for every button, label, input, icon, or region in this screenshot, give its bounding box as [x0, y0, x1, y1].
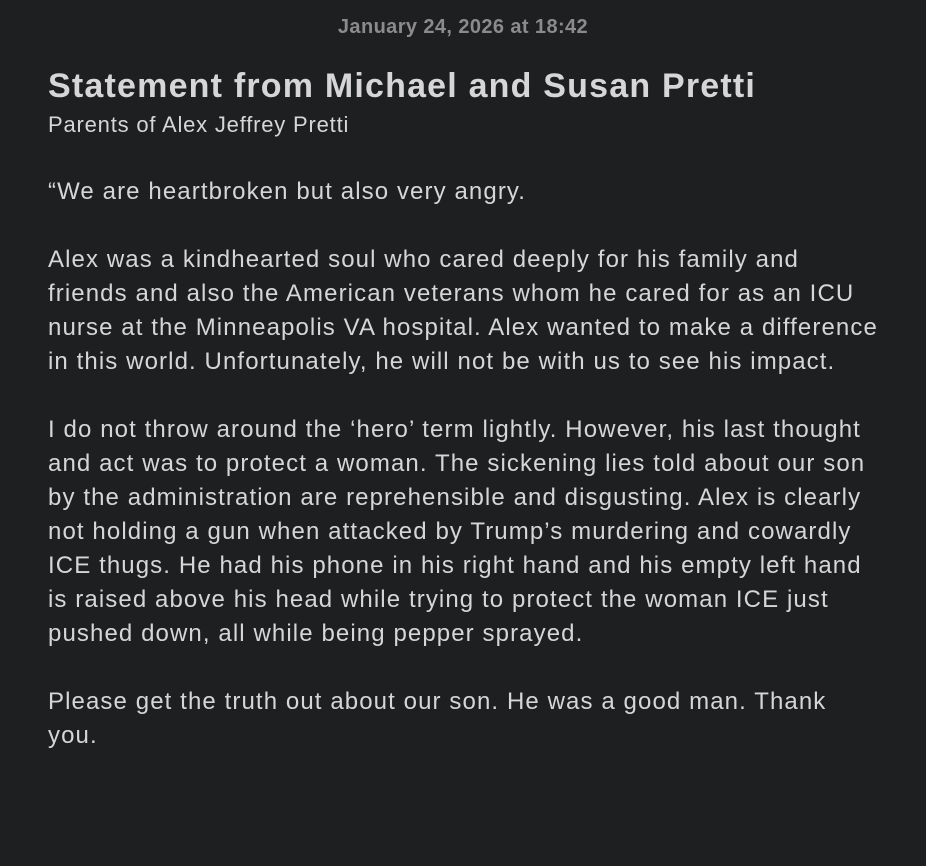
statement-paragraph: Alex was a kindhearted soul who cared deeply for his family and friends and also the American veterans whom he cared for as an ICU nurse at the Minneapolis VA hospital. Alex wanted to make a difference in this world. Unfortunately, he will not be with us to see his impact.	[48, 246, 878, 375]
statement-paragraph: I do not throw around the ‘hero’ term lightly. However, his last thought and act was to protect a woman. The sickening lies told about our son by the administration are reprehensible and disgusting. Alex is clearly not holding a gun when attacked by Trump’s murdering and cowardly ICE thugs. He had his phone in his right hand and his empty left hand is raised above his head while trying to protect the woman ICE just pushed down, all while being pepper sprayed.	[48, 416, 866, 647]
page-title: Statement from Michael and Susan Pretti	[48, 67, 757, 105]
statement-paragraph: “We are heartbroken but also very angry.	[48, 178, 526, 205]
statement-paragraph: Please get the truth out about our son. He was a good man. Thank you.	[48, 688, 827, 749]
statement-body	[48, 175, 878, 753]
timestamp: January 24, 2026 at 18:42	[337, 16, 589, 38]
page-subtitle: Parents of Alex Jeffrey Pretti	[48, 112, 350, 137]
